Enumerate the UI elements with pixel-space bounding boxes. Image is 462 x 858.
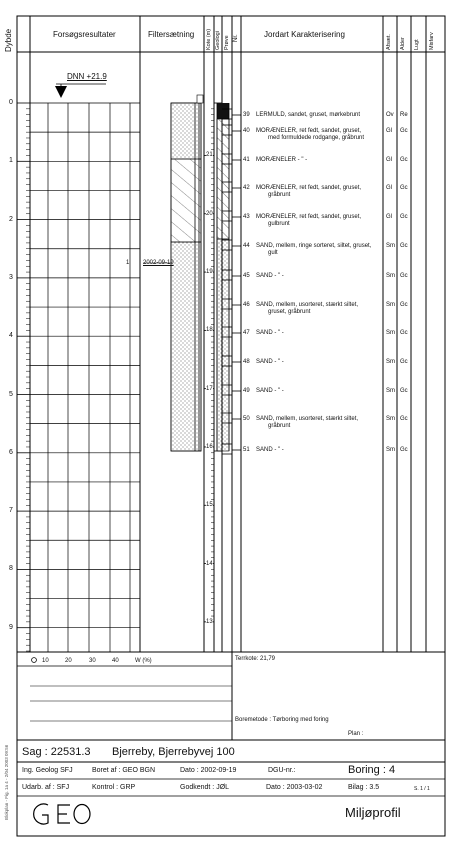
dato-report: Dato : 2003-03-02 (266, 784, 323, 791)
ing-geolog: Ing. Geolog SFJ (22, 767, 73, 774)
filter-sand-pack (171, 242, 201, 451)
depth-label: 0 (9, 99, 13, 106)
sample-description: SAND - " - (256, 330, 284, 336)
sample-alder: Gc (400, 447, 408, 453)
kote-label: 17 (206, 385, 213, 392)
sample-afsaetning: Sm (386, 388, 395, 394)
filter-clay-seal (171, 159, 201, 242)
sample-number: 39 (243, 112, 250, 118)
sample-afsaetning: Gl (386, 128, 392, 134)
jordart-header: Jordart Karakterisering (264, 30, 345, 39)
sample-alder: Gc (400, 243, 408, 249)
depth-label: 4 (9, 332, 13, 340)
sample-number: 51 (243, 447, 250, 453)
sample-alder: Gc (400, 330, 408, 336)
w-axis-tick: 30 (89, 658, 96, 664)
depth-label: 2 (9, 215, 13, 223)
sample-description: MORÆNELER - " - (256, 157, 308, 163)
sample-number: 44 (243, 243, 250, 249)
sample-description: SAND - " - (256, 447, 284, 453)
dnn-label: DNN +21.9 (67, 72, 107, 81)
sample-number: 40 (243, 128, 250, 134)
sample-alder: Gc (400, 128, 408, 134)
sample-afsaetning: Sm (386, 302, 395, 308)
sample-afsaetning: Gl (386, 185, 392, 191)
kote-label: 21 (206, 152, 213, 159)
sample-description-line2: gult (268, 250, 278, 256)
sample-description-line2: gulbrunt (268, 221, 290, 227)
depth-label: 7 (9, 507, 13, 515)
sample-number: 47 (243, 330, 250, 336)
drilling-method: Boremetode : Tørboring med foring (235, 717, 329, 723)
sample-description: MORÆNELER, ret fedt, sandet, gruset, (256, 185, 362, 191)
sample-alder: Gc (400, 302, 408, 308)
sample-number: 46 (243, 302, 250, 308)
depth-label: 8 (9, 565, 13, 573)
sample-number: 42 (243, 185, 250, 191)
terrain-elevation: Terrkote: 21,79 (235, 656, 276, 662)
dato-drilled: Dato : 2002-09-19 (180, 767, 237, 774)
kontrol: Kontrol : GRP (92, 784, 136, 791)
w-axis-tick: 10 (42, 658, 49, 664)
sample-alder: Gc (400, 273, 408, 279)
sample-description: MORÆNELER, ret fedt, sandet, gruset, (256, 128, 362, 134)
sample-afsaetning: Gl (386, 214, 392, 220)
sample-number: 50 (243, 416, 250, 422)
kote-label: 20 (206, 210, 213, 217)
misfarv-header: Misfarv (429, 32, 435, 50)
kote-label: 16 (206, 443, 213, 450)
depth-header: Dybde (4, 28, 13, 52)
sample-afsaetning: Sm (386, 447, 395, 453)
depth-label: 5 (9, 390, 13, 398)
lugt-header: Lugt (414, 39, 420, 50)
bilag: Bilag : 3.5 (348, 784, 380, 791)
sample-number: 45 (243, 273, 250, 279)
sample-afsaetning: Sm (386, 243, 395, 249)
depth-label: 3 (9, 273, 13, 281)
alder-header: Alder (400, 37, 406, 50)
location: Bjerreby, Bjerrebyvej 100 (112, 746, 235, 758)
w-axis-unit: W (%) (135, 658, 152, 664)
side-print-info: Blokplan - Fig. 1a 4 - 2/04 2003 09:56 (4, 744, 9, 820)
sample-description: SAND, mellem, usorteret, stærkt siltet, (256, 302, 359, 308)
sample-description: SAND - " - (256, 273, 284, 279)
depth-label: 6 (9, 448, 13, 456)
sample-number: 41 (243, 157, 250, 163)
sample-alder: Re (400, 112, 408, 118)
plan-label: Plan : (348, 731, 364, 737)
depth-label: 1 (9, 157, 13, 165)
nr-header: Nr. (233, 34, 239, 42)
geology-header: Geologi (215, 31, 221, 50)
boring-number: Boring : 4 (348, 764, 396, 776)
water-date: 2002-09-19 (143, 260, 174, 266)
geo-logo (34, 804, 90, 824)
sample-alder: Gc (400, 388, 408, 394)
sample-description: SAND, mellem, ringe sorteret, siltet, gruset, (256, 243, 372, 249)
sample-number: 48 (243, 359, 250, 365)
sample-alder: Gc (400, 185, 408, 191)
sample-alder: Gc (400, 157, 408, 163)
water-prefix: 1 (126, 260, 130, 266)
w-axis-tick: 40 (112, 658, 119, 664)
sample-afsaetning: Sm (386, 359, 395, 365)
sample-alder: Gc (400, 359, 408, 365)
kote-label: 15 (206, 502, 213, 509)
sample-description: SAND - " - (256, 359, 284, 365)
sample-description-line2: med formuldede rodgange, gråbrunt (268, 135, 365, 141)
sample-afsaetning: Sm (386, 273, 395, 279)
sample-header: Prøve (224, 35, 230, 50)
page-number: S. 1 / 1 (414, 786, 430, 792)
sample-number: 43 (243, 214, 250, 220)
sand-pattern (217, 239, 229, 451)
kote-label: 19 (206, 269, 213, 276)
godkendt: Godkendt : JØL (180, 784, 230, 791)
sample-description-line2: gruset, gråbrunt (268, 309, 311, 315)
results-header: Forsøgsresultater (53, 30, 116, 39)
kote-label: 13 (206, 618, 213, 625)
kote-label: 14 (206, 560, 213, 567)
dgu-nr: DGU-nr.: (268, 767, 296, 774)
sample-afsaetning: Sm (386, 416, 395, 422)
sample-afsaetning: Sm (386, 330, 395, 336)
filter-header: Filtersætning (148, 30, 195, 39)
sag-number: Sag : 22531.3 (22, 746, 91, 758)
sample-description: LERMULD, sandet, gruset, mørkebrunt (256, 112, 361, 118)
boret-af: Boret af : GEO BGN (92, 767, 156, 774)
kote-label: 18 (206, 327, 213, 334)
sample-alder: Gc (400, 416, 408, 422)
kote-header: Kote (m) (206, 28, 212, 50)
sample-description: SAND, mellem, usorteret, stærkt siltet, (256, 416, 359, 422)
sample-description-line2: gråbrunt (268, 192, 291, 198)
sample-afsaetning: Gl (386, 157, 392, 163)
sample-number: 49 (243, 388, 250, 394)
depth-label: 9 (9, 623, 13, 631)
afsaetning-header: Afsæt. (386, 34, 392, 50)
report-title: Miljøprofil (345, 805, 401, 820)
w-axis-tick: 20 (65, 658, 72, 664)
sample-afsaetning: Ov (386, 112, 394, 118)
sample-description-line2: gråbrunt (268, 423, 291, 429)
sample-description: SAND - " - (256, 388, 284, 394)
sample-alder: Gc (400, 214, 408, 220)
sample-description: MORÆNELER, ret fedt, sandet, gruset, (256, 214, 362, 220)
topsoil-fill (217, 103, 229, 119)
udarbejdet-af: Udarb. af : SFJ (22, 784, 70, 791)
w-axis-origin-circle (32, 658, 37, 663)
filter-top-gravel (171, 103, 201, 159)
